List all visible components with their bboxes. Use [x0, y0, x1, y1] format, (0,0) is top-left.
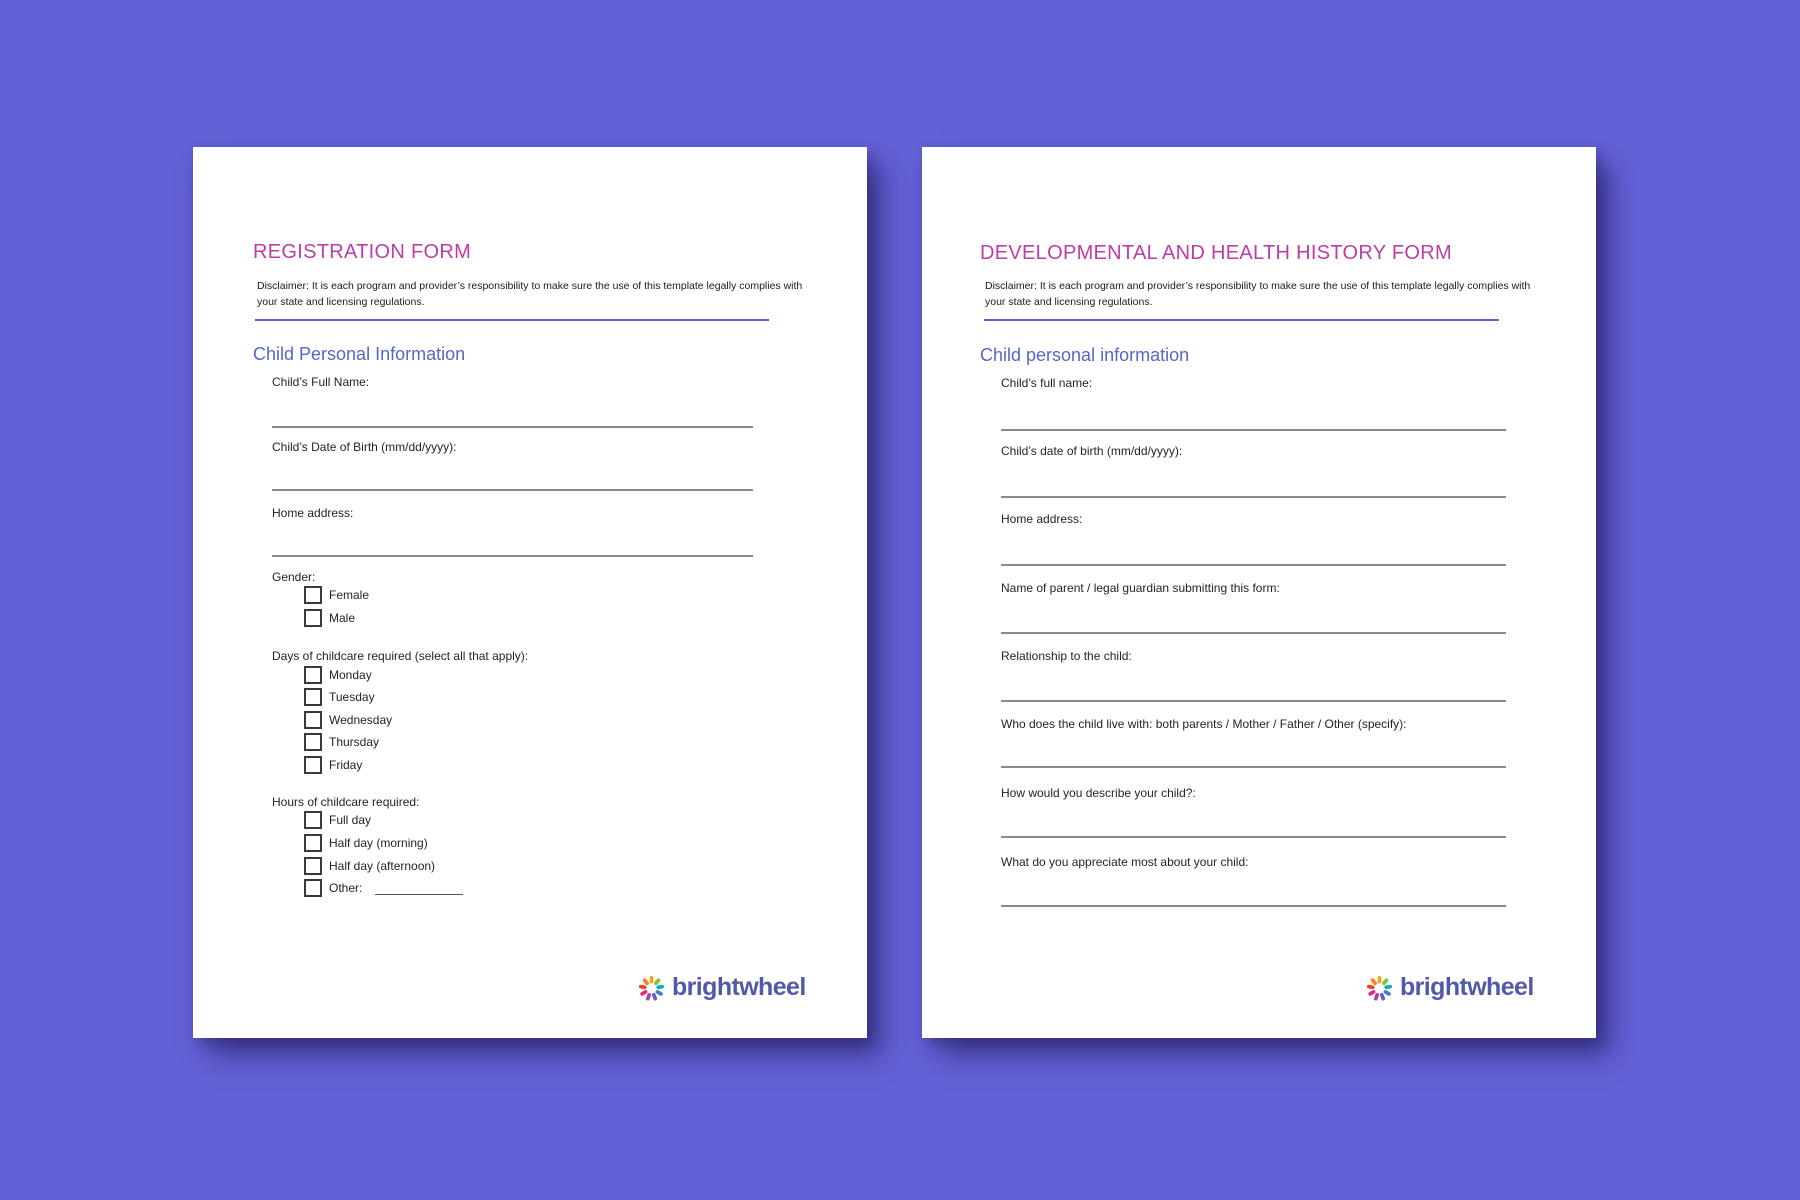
- checkbox-option: [304, 586, 369, 604]
- disclaimer-line-2: your state and licensing regulations.: [985, 296, 1153, 309]
- checkbox[interactable]: [304, 666, 322, 684]
- section-heading: Child personal information: [980, 345, 1190, 365]
- checkbox[interactable]: [304, 609, 322, 627]
- disclaimer-line-2: your state and licensing regulations.: [257, 296, 425, 309]
- checkbox[interactable]: [304, 834, 322, 852]
- brightwheel-wordmark: brightwheel: [672, 973, 806, 1001]
- field-write-in-line[interactable]: [272, 489, 753, 491]
- brightwheel-logo: [1366, 975, 1534, 1002]
- checkbox[interactable]: [304, 756, 322, 774]
- field-write-in-line[interactable]: [1001, 836, 1506, 838]
- field-label: How would you describe your child?:: [1001, 786, 1196, 800]
- field-label: Who does the child live with: both parents / Mother / Father / Other (specify):: [1001, 717, 1407, 731]
- checkbox-option-label: Thursday: [329, 735, 380, 749]
- disclaimer-line-1: Disclaimer: It is each program and provider’s responsibility to make sure the use of this template legally complies with: [257, 280, 803, 292]
- disclaimer-text: [985, 278, 1530, 311]
- checkbox-option-label: Male: [329, 611, 356, 625]
- registration-form-page: [193, 147, 867, 1038]
- field-write-in-line[interactable]: [1001, 700, 1506, 702]
- checkbox-option-label: Half day (morning): [329, 836, 428, 850]
- other-write-in-line[interactable]: [375, 882, 463, 895]
- checkbox[interactable]: [304, 586, 322, 604]
- field-label: Relationship to the child:: [1001, 649, 1132, 663]
- field-label: Child’s date of birth (mm/dd/yyyy):: [1001, 444, 1183, 458]
- checkbox[interactable]: [304, 688, 322, 706]
- title-divider: [255, 319, 769, 321]
- title-divider: [984, 319, 1499, 321]
- checkbox[interactable]: [304, 811, 322, 829]
- health-history-form-page: [922, 147, 1596, 1038]
- checkbox-option-label: Monday: [329, 668, 372, 682]
- checkbox[interactable]: [304, 711, 322, 729]
- field-label: Child’s full name:: [1001, 376, 1093, 390]
- checkbox[interactable]: [304, 879, 322, 897]
- checkbox-group-label: Days of childcare required (select all that apply):: [272, 649, 529, 663]
- checkbox-option: [304, 688, 375, 706]
- checkbox[interactable]: [304, 733, 322, 751]
- checkbox-option: [304, 857, 435, 875]
- checkbox-option: [304, 811, 371, 829]
- disclaimer-line-1: Disclaimer: It is each program and provider’s responsibility to make sure the use of this template legally complies with: [985, 280, 1531, 292]
- field-label: Name of parent / legal guardian submitting this form:: [1001, 581, 1280, 595]
- form-title: DEVELOPMENTAL AND HEALTH HISTORY FORM: [980, 242, 1452, 264]
- field-write-in-line[interactable]: [272, 555, 753, 557]
- checkbox-option: [304, 879, 463, 897]
- checkbox-option-label: Other:: [329, 881, 363, 895]
- disclaimer-text: [257, 278, 802, 311]
- checkbox-option-label: Wednesday: [329, 713, 393, 727]
- field-write-in-line[interactable]: [1001, 564, 1506, 566]
- checkbox-option: [304, 834, 428, 852]
- field-write-in-line[interactable]: [1001, 496, 1506, 498]
- checkbox-group-label: Gender:: [272, 570, 316, 584]
- checkbox-option-label: Female: [329, 588, 370, 602]
- field-label: Home address:: [272, 506, 354, 520]
- field-label: Child’s Full Name:: [272, 375, 370, 389]
- field-label: What do you appreciate most about your child:: [1001, 855, 1249, 869]
- field-label: Home address:: [1001, 512, 1083, 526]
- checkbox-option: [304, 733, 379, 751]
- checkbox-option-label: Tuesday: [329, 690, 375, 704]
- brightwheel-pinwheel-icon: [638, 975, 665, 1002]
- checkbox-option: [304, 756, 362, 774]
- brightwheel-logo: [638, 975, 806, 1002]
- checkbox-option: [304, 609, 355, 627]
- checkbox-option-label: Full day: [329, 813, 372, 827]
- brightwheel-wordmark: brightwheel: [1400, 973, 1534, 1001]
- field-write-in-line[interactable]: [1001, 429, 1506, 431]
- checkbox-option-label: Friday: [329, 758, 363, 772]
- checkbox-group-label: Hours of childcare required:: [272, 795, 420, 809]
- field-write-in-line[interactable]: [1001, 766, 1506, 768]
- checkbox[interactable]: [304, 857, 322, 875]
- brightwheel-pinwheel-icon: [1366, 975, 1393, 1002]
- section-heading: Child Personal Information: [253, 344, 466, 364]
- form-title: REGISTRATION FORM: [253, 241, 472, 263]
- field-write-in-line[interactable]: [1001, 632, 1506, 634]
- field-label: Child’s Date of Birth (mm/dd/yyyy):: [272, 440, 457, 454]
- field-write-in-line[interactable]: [272, 426, 753, 428]
- checkbox-option: [304, 666, 372, 684]
- checkbox-option: [304, 711, 392, 729]
- field-write-in-line[interactable]: [1001, 905, 1506, 907]
- checkbox-option-label: Half day (afternoon): [329, 859, 436, 873]
